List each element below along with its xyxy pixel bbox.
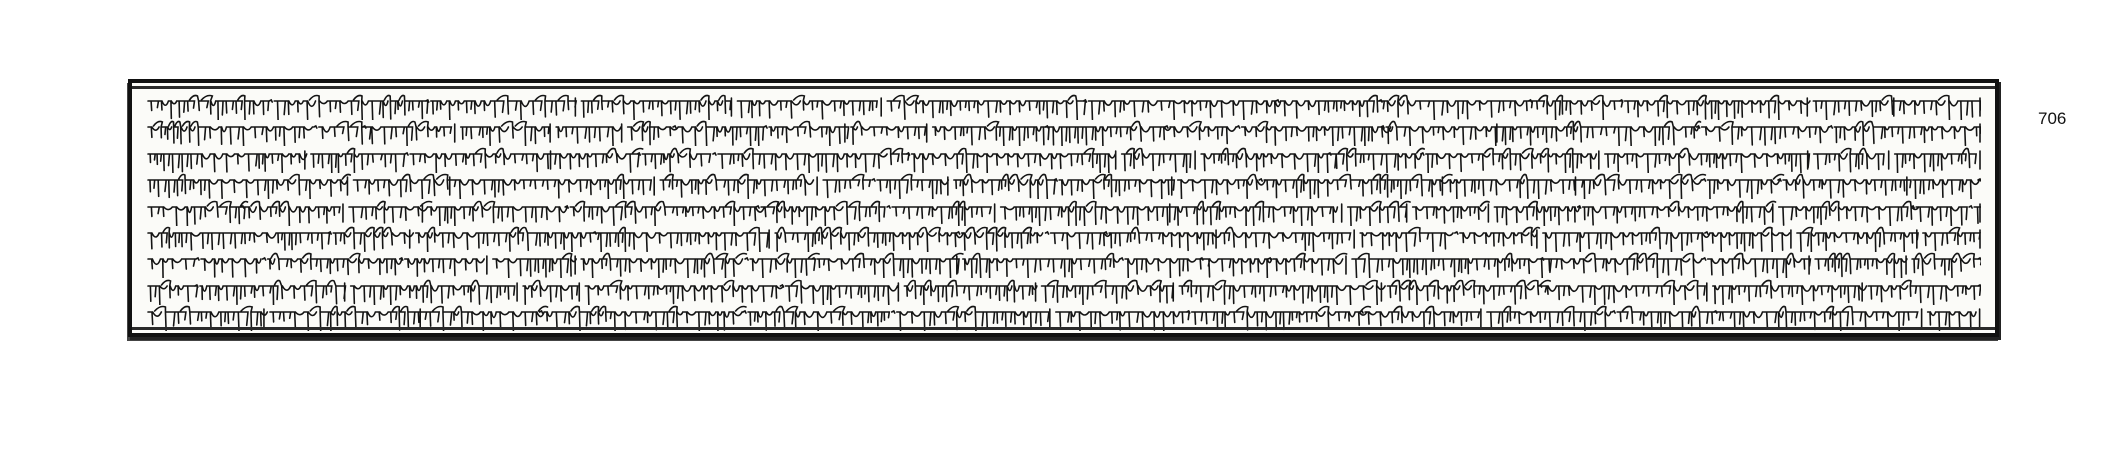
script-line-drawing [144, 250, 1981, 278]
script-line [144, 277, 1981, 305]
page-number: 706 [2038, 109, 2067, 128]
script-line [144, 171, 1981, 199]
script-line-drawing [144, 145, 1981, 173]
script-strokes [148, 280, 1981, 305]
text-block [144, 92, 1981, 324]
script-strokes [148, 228, 1980, 253]
script-line-drawing [144, 303, 1981, 331]
script-strokes [148, 96, 1981, 121]
script-line [144, 224, 1981, 252]
script-line-drawing [144, 92, 1981, 120]
script-strokes [148, 122, 1981, 147]
script-line-drawing [144, 224, 1981, 252]
script-line-drawing [144, 198, 1981, 226]
script-strokes [148, 175, 1981, 200]
script-line [144, 250, 1981, 278]
script-strokes [148, 148, 1980, 173]
script-line [144, 303, 1981, 331]
script-strokes [148, 201, 1981, 226]
script-line-drawing [144, 118, 1981, 146]
script-line [144, 92, 1981, 120]
manuscript-folio [128, 79, 1999, 337]
script-strokes [148, 307, 1980, 332]
script-line-drawing [144, 171, 1981, 199]
script-line [144, 198, 1981, 226]
script-line [144, 118, 1981, 146]
script-strokes [148, 254, 1981, 279]
script-line-drawing [144, 277, 1981, 305]
script-line [144, 145, 1981, 173]
